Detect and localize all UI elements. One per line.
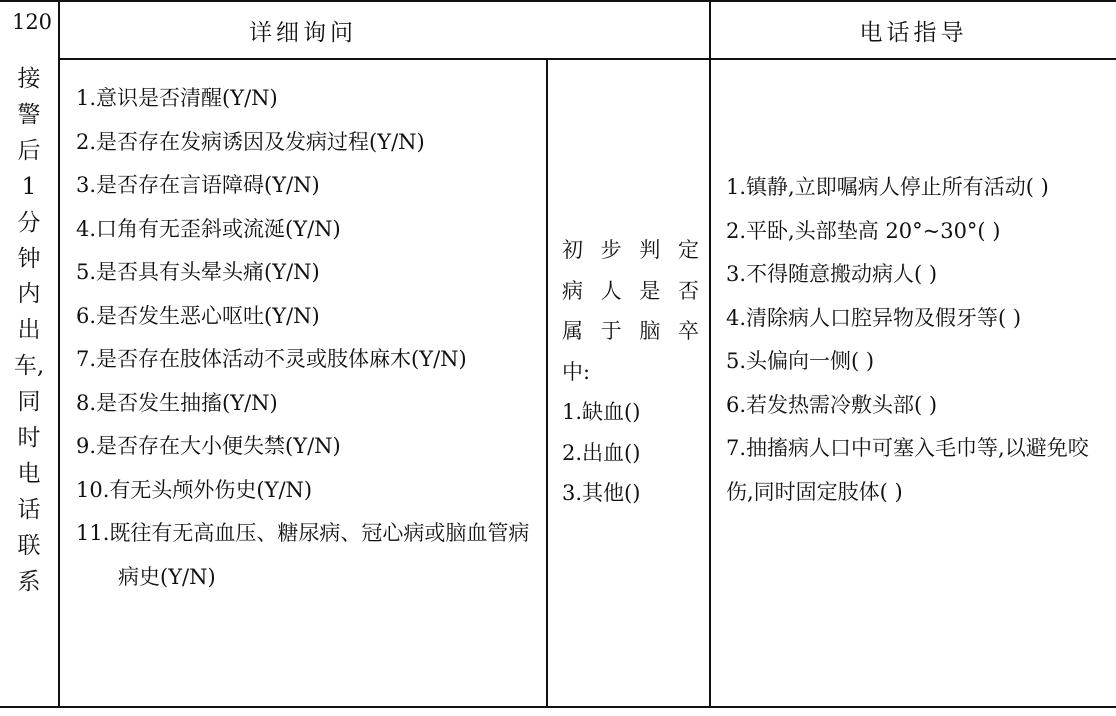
inquiry-item: 11.既往有无高血压、糖尿病、冠心病或脑血管病病史(Y/N) xyxy=(76,521,530,589)
left-column-divider xyxy=(58,0,60,708)
guidance-item: 4.清除病人口腔异物及假牙等( ) xyxy=(726,305,1022,330)
guidance-item: 2.平卧,头部垫高 20°~30°( ) xyxy=(726,218,1001,243)
judgement-option-other: 3.其他() xyxy=(562,481,641,505)
judgement-intro-line: 中: xyxy=(562,359,591,384)
vertical-char: 分 xyxy=(17,209,41,236)
guidance-divider xyxy=(709,0,711,708)
header-phone-guidance: 电话指导 xyxy=(859,19,968,46)
vertical-char: 系 xyxy=(17,568,41,595)
inquiry-item: 2.是否存在发病诱因及发病过程(Y/N) xyxy=(76,129,425,154)
vertical-char: 出 xyxy=(17,317,41,344)
vertical-char: 联 xyxy=(17,532,41,559)
guidance-item: 7.抽搐病人口中可塞入毛巾等,以避免咬伤,同时固定肢体( ) xyxy=(726,436,1089,504)
inquiry-item: 9.是否存在大小便失禁(Y/N) xyxy=(76,434,341,458)
guidance-item: 6.若发热需冷敷头部( ) xyxy=(726,392,938,417)
table-bottom-border xyxy=(0,706,1116,708)
guidance-item: 5.头偏向一侧( ) xyxy=(726,349,875,373)
header-bottom-border xyxy=(58,58,1116,60)
vertical-char: 接 xyxy=(17,66,41,92)
guidance-list xyxy=(726,166,1096,514)
inquiry-item: 6.是否发生恶心呕吐(Y/N) xyxy=(76,303,320,328)
guidance-item: 1.镇静,立即嘱病人停止所有活动( ) xyxy=(726,175,1049,199)
inquiry-item: 10.有无头颅外伤史(Y/N) xyxy=(76,477,313,502)
vertical-char: 警 xyxy=(17,101,41,128)
vertical-char: 内 xyxy=(17,281,41,308)
judgement-intro xyxy=(562,230,700,352)
judgement-intro-line: 初步判定 xyxy=(562,238,700,262)
judgement-option-ischemia: 1.缺血() xyxy=(562,400,641,424)
vertical-char: 后 xyxy=(17,137,41,164)
inquiry-item: 5.是否具有头晕头痛(Y/N) xyxy=(76,260,320,284)
vertical-char: 话 xyxy=(17,496,41,523)
header-120: 120 xyxy=(11,10,53,34)
header-detailed-inquiry: 详细询问 xyxy=(249,19,357,46)
judgement-divider xyxy=(546,58,548,708)
vertical-char: 时 xyxy=(17,425,41,452)
inquiry-item: 4.口角有无歪斜或流涎(Y/N) xyxy=(76,216,341,241)
inquiry-list xyxy=(76,77,538,599)
vertical-char: 1 xyxy=(21,173,37,200)
vertical-char: 电 xyxy=(17,460,41,487)
vertical-char: 钟 xyxy=(17,245,41,272)
inquiry-item: 7.是否存在肢体活动不灵或肢体麻木(Y/N) xyxy=(76,347,467,371)
vertical-char: 车, xyxy=(13,353,45,380)
inquiry-item: 3.是否存在言语障碍(Y/N) xyxy=(76,173,320,197)
inquiry-item: 8.是否发生抽搐(Y/N) xyxy=(76,390,278,415)
judgement-intro-line: 病人是否 xyxy=(562,278,700,303)
left-vertical-label xyxy=(0,62,58,601)
inquiry-item: 1.意识是否清醒(Y/N) xyxy=(76,86,278,110)
guidance-item: 3.不得随意搬动病人( ) xyxy=(726,262,938,286)
preliminary-judgement xyxy=(562,230,700,514)
judgement-intro-line: 属于脑卒 xyxy=(562,319,700,343)
judgement-option-hemorrhage: 2.出血() xyxy=(562,440,641,465)
vertical-char: 同 xyxy=(17,389,41,416)
